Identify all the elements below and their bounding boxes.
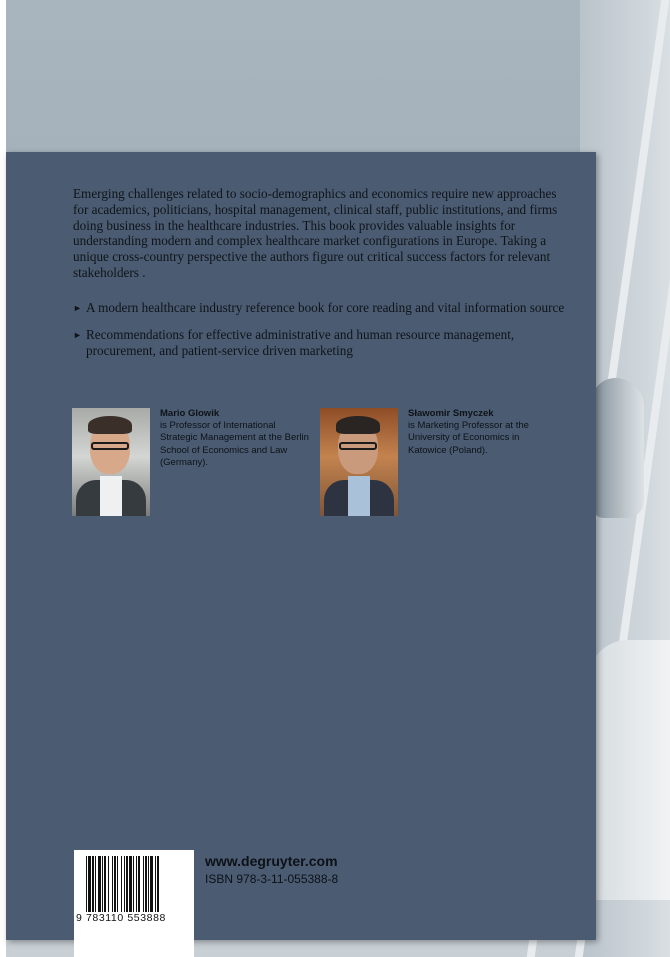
author-photo-smyczek bbox=[320, 408, 398, 516]
author-bio-smyczek bbox=[408, 408, 558, 457]
author-description: is Marketing Professor at the University of Economics in Katowice (Poland). bbox=[408, 420, 529, 456]
background-person-coat bbox=[588, 640, 670, 900]
barcode-image bbox=[86, 856, 186, 912]
author-description: is Professor of International Strategic Management at the Berlin School of Economics and Law (Germany). bbox=[160, 420, 309, 468]
author-name: Sławomir Smyczek bbox=[408, 408, 494, 419]
bullet-arrow-icon: ► bbox=[73, 330, 82, 340]
barcode-digits: 9 783110 553888 bbox=[76, 912, 166, 924]
author-name: Mario Glowik bbox=[160, 408, 220, 419]
barcode-area bbox=[74, 850, 194, 957]
background-person-head bbox=[592, 378, 644, 518]
author-photo-glowik bbox=[72, 408, 150, 516]
feature-text: A modern healthcare industry reference book for core reading and vital information source bbox=[86, 300, 565, 315]
feature-item bbox=[73, 300, 583, 316]
isbn-number: ISBN 978-3-11-055388-8 bbox=[205, 872, 339, 886]
bullet-arrow-icon: ► bbox=[73, 303, 82, 313]
publisher-website: www.degruyter.com bbox=[205, 853, 338, 869]
feature-text: Recommendations for effective administrative and human resource management, procurement, and patient-service driven marketing bbox=[86, 327, 515, 358]
book-blurb: Emerging challenges related to socio-demographics and economics require new approaches for academics, politicians, hospital management, clinical staff, public institutions, and firms doing business in the healthcare industries. This book provides valuable insights for understanding modern and complex healthcare market configurations in Europe. Taking a unique cross-country perspective the authors figure out critical success factors for relevant stakeholders . bbox=[73, 186, 558, 280]
feature-list bbox=[73, 300, 583, 370]
feature-item bbox=[73, 327, 583, 359]
author-bio-glowik bbox=[160, 408, 310, 469]
